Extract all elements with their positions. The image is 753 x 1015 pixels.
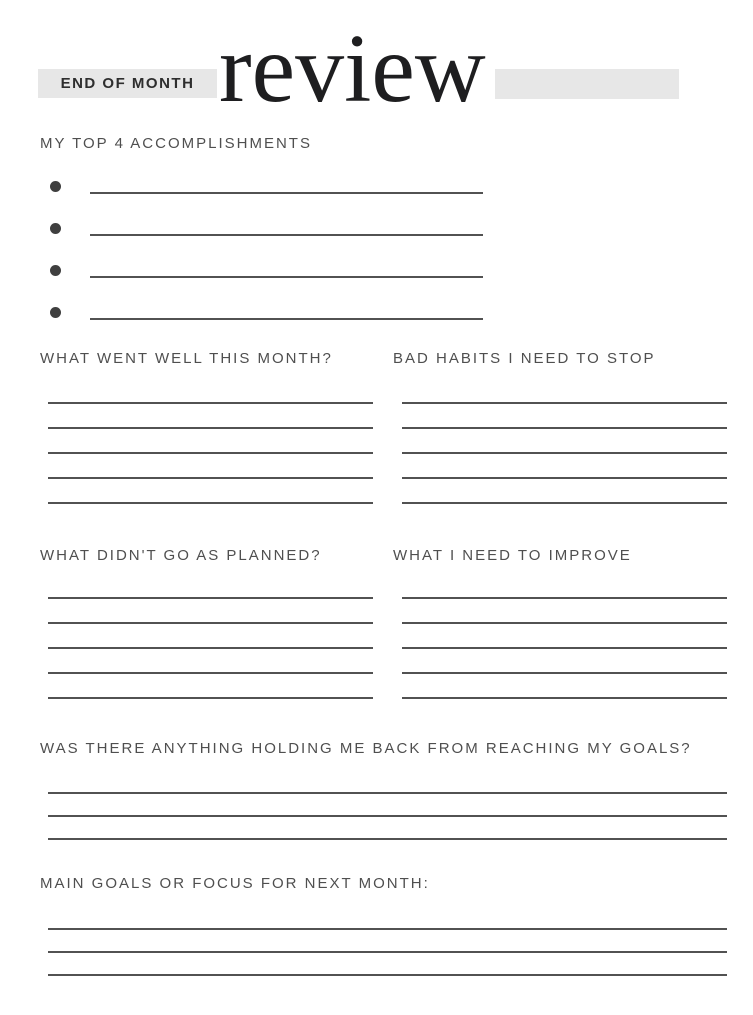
write-in-line bbox=[402, 597, 727, 599]
bullet-icon bbox=[50, 223, 61, 234]
improve-heading: WHAT I NEED TO IMPROVE bbox=[393, 547, 632, 564]
write-in-line bbox=[48, 402, 373, 404]
went-well-heading: WHAT WENT WELL THIS MONTH? bbox=[40, 350, 333, 367]
write-in-line bbox=[90, 192, 483, 194]
write-in-line bbox=[90, 234, 483, 236]
page-title: review bbox=[219, 15, 486, 123]
write-in-line bbox=[48, 951, 727, 953]
write-in-line bbox=[48, 974, 727, 976]
write-in-line bbox=[402, 697, 727, 699]
write-in-line bbox=[48, 647, 373, 649]
write-in-line bbox=[48, 697, 373, 699]
right-accent-bar bbox=[495, 69, 679, 99]
eyebrow-accent-bar bbox=[38, 69, 217, 98]
write-in-line bbox=[402, 622, 727, 624]
eyebrow-label: END OF MONTH bbox=[60, 75, 195, 92]
didnt-go-heading: WHAT DIDN'T GO AS PLANNED? bbox=[40, 547, 322, 564]
write-in-line bbox=[48, 427, 373, 429]
write-in-line bbox=[90, 318, 483, 320]
write-in-line bbox=[402, 452, 727, 454]
write-in-line bbox=[402, 672, 727, 674]
write-in-line bbox=[402, 477, 727, 479]
accomplishment-row bbox=[50, 265, 483, 278]
bullet-icon bbox=[50, 181, 61, 192]
write-in-line bbox=[48, 792, 727, 794]
write-in-line bbox=[402, 502, 727, 504]
write-in-line bbox=[90, 276, 483, 278]
holding-back-lines bbox=[48, 792, 727, 840]
accomplishment-row bbox=[50, 223, 483, 236]
write-in-line bbox=[48, 452, 373, 454]
accomplishments-heading: MY TOP 4 ACCOMPLISHMENTS bbox=[40, 135, 312, 152]
accomplishment-row bbox=[50, 181, 483, 194]
write-in-line bbox=[402, 427, 727, 429]
bullet-icon bbox=[50, 265, 61, 276]
write-in-line bbox=[48, 502, 373, 504]
bad-habits-lines bbox=[402, 402, 727, 504]
main-goals-lines bbox=[48, 928, 727, 976]
write-in-line bbox=[48, 597, 373, 599]
write-in-line bbox=[402, 402, 727, 404]
write-in-line bbox=[48, 928, 727, 930]
went-well-lines bbox=[48, 402, 373, 504]
accomplishment-row bbox=[50, 307, 483, 320]
write-in-line bbox=[48, 838, 727, 840]
write-in-line bbox=[402, 647, 727, 649]
write-in-line bbox=[48, 622, 373, 624]
bad-habits-heading: BAD HABITS I NEED TO STOP bbox=[393, 350, 656, 367]
main-goals-heading: MAIN GOALS OR FOCUS FOR NEXT MONTH: bbox=[40, 875, 430, 892]
write-in-line bbox=[48, 477, 373, 479]
write-in-line bbox=[48, 672, 373, 674]
didnt-go-lines bbox=[48, 597, 373, 699]
write-in-line bbox=[48, 815, 727, 817]
improve-lines bbox=[402, 597, 727, 699]
bullet-icon bbox=[50, 307, 61, 318]
holding-back-heading: WAS THERE ANYTHING HOLDING ME BACK FROM REACHING MY GOALS? bbox=[40, 740, 692, 757]
